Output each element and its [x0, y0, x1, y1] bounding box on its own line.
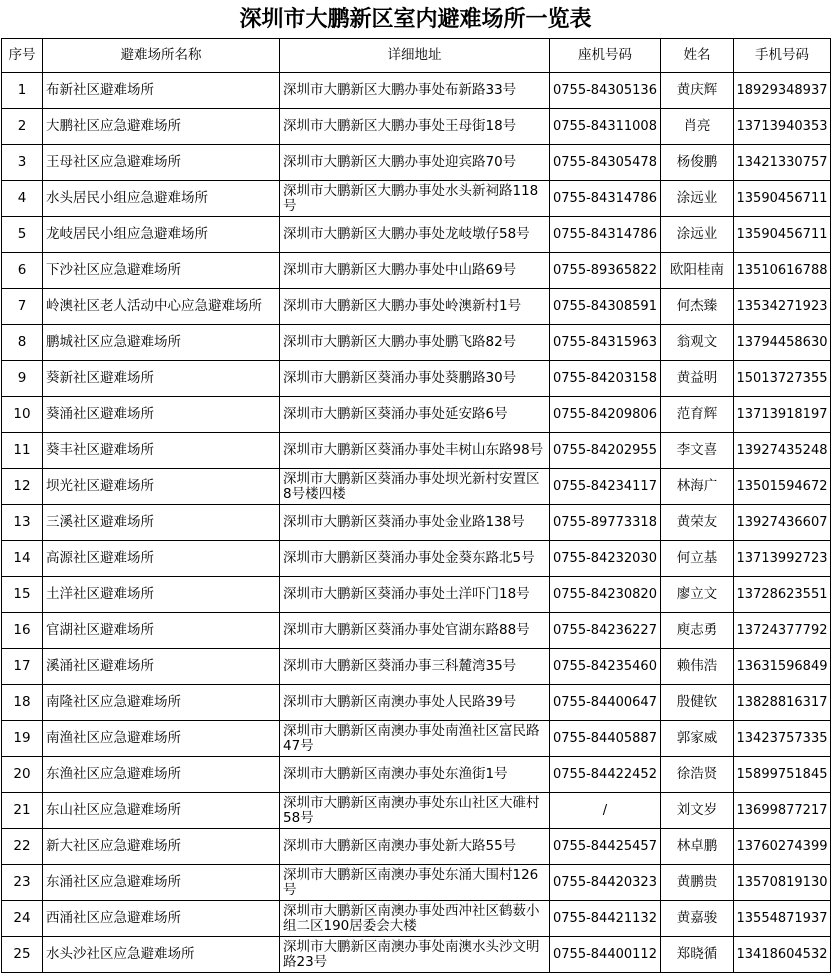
- cell-no: 15: [2, 577, 43, 613]
- cell-landline: 0755-84209806: [550, 397, 661, 433]
- cell-landline: 0755-84236227: [550, 613, 661, 649]
- cell-landline: 0755-84405887: [550, 721, 661, 757]
- cell-no: 14: [2, 541, 43, 577]
- cell-landline: 0755-84422452: [550, 757, 661, 793]
- cell-mobile: 13927435248: [734, 433, 831, 469]
- cell-address: 深圳市大鹏新区大鹏办事处中山路69号: [280, 253, 550, 289]
- cell-mobile: 13534271923: [734, 289, 831, 325]
- cell-person: 何杰臻: [661, 289, 734, 325]
- cell-mobile: 13760274399: [734, 829, 831, 865]
- cell-landline: 0755-84230820: [550, 577, 661, 613]
- cell-no: 5: [2, 217, 43, 253]
- cell-mobile: 13713992723: [734, 541, 831, 577]
- cell-person: 林卓鹏: [661, 829, 734, 865]
- cell-no: 20: [2, 757, 43, 793]
- cell-address: 深圳市大鹏新区大鹏办事处迎宾路70号: [280, 145, 550, 181]
- cell-no: 23: [2, 865, 43, 901]
- cell-name: 布新社区避难场所: [43, 73, 280, 109]
- cell-address: 深圳市大鹏新区大鹏办事处鹏飞路82号: [280, 325, 550, 361]
- cell-name: 王母社区应急避难场所: [43, 145, 280, 181]
- page-title: 深圳市大鹏新区室内避难场所一览表: [239, 6, 592, 32]
- cell-address: 深圳市大鹏新区大鹏办事处布新路33号: [280, 73, 550, 109]
- cell-landline: 0755-89365822: [550, 253, 661, 289]
- cell-mobile: 13421330757: [734, 145, 831, 181]
- cell-no: 12: [2, 469, 43, 505]
- cell-name: 岭澳社区老人活动中心应急避难场所: [43, 289, 280, 325]
- table-row: [2, 217, 831, 253]
- cell-no: 11: [2, 433, 43, 469]
- cell-address: 深圳市大鹏新区葵涌办事处延安路6号: [280, 397, 550, 433]
- cell-landline: 0755-84311008: [550, 109, 661, 145]
- cell-no: 16: [2, 613, 43, 649]
- cell-no: 25: [2, 937, 43, 973]
- table-row: [2, 361, 831, 397]
- cell-person: 何立基: [661, 541, 734, 577]
- cell-name: 南渔社区应急避难场所: [43, 721, 280, 757]
- cell-no: 8: [2, 325, 43, 361]
- cell-mobile: 13927436607: [734, 505, 831, 541]
- cell-mobile: 13828816317: [734, 685, 831, 721]
- cell-mobile: 13794458630: [734, 325, 831, 361]
- cell-person: 黄嘉骏: [661, 901, 734, 937]
- table-row: [2, 865, 831, 901]
- cell-name: 下沙社区应急避难场所: [43, 253, 280, 289]
- cell-person: 郑晓循: [661, 937, 734, 973]
- cell-person: 翁观文: [661, 325, 734, 361]
- header-no: 序号: [2, 39, 43, 73]
- cell-address: 深圳市大鹏新区南澳办事处东渔街1号: [280, 757, 550, 793]
- table-body: [2, 73, 831, 973]
- table-row: [2, 181, 831, 217]
- table-row: [2, 253, 831, 289]
- cell-address: 深圳市大鹏新区大鹏办事处水头新祠路118号: [280, 181, 550, 217]
- cell-landline: 0755-84400112: [550, 937, 661, 973]
- cell-person: 黄益明: [661, 361, 734, 397]
- table-row: [2, 721, 831, 757]
- cell-mobile: 13728623551: [734, 577, 831, 613]
- cell-mobile: 13631596849: [734, 649, 831, 685]
- cell-person: 庾志勇: [661, 613, 734, 649]
- cell-address: 深圳市大鹏新区葵涌办事处金业路138号: [280, 505, 550, 541]
- cell-no: 2: [2, 109, 43, 145]
- cell-landline: 0755-84202955: [550, 433, 661, 469]
- cell-mobile: 13501594672: [734, 469, 831, 505]
- cell-name: 溪涌社区避难场所: [43, 649, 280, 685]
- cell-mobile: 15899751845: [734, 757, 831, 793]
- cell-name: 新大社区应急避难场所: [43, 829, 280, 865]
- cell-address: 深圳市大鹏新区葵涌办事处官湖东路88号: [280, 613, 550, 649]
- cell-address: 深圳市大鹏新区南澳办事处南渔社区富民路47号: [280, 721, 550, 757]
- cell-no: 7: [2, 289, 43, 325]
- cell-no: 6: [2, 253, 43, 289]
- cell-landline: 0755-84420323: [550, 865, 661, 901]
- cell-address: 深圳市大鹏新区葵涌办事三科麓湾35号: [280, 649, 550, 685]
- cell-landline: 0755-84235460: [550, 649, 661, 685]
- cell-landline: 0755-84400647: [550, 685, 661, 721]
- cell-person: 欧阳桂南: [661, 253, 734, 289]
- cell-landline: 0755-84234117: [550, 469, 661, 505]
- table-row: [2, 685, 831, 721]
- cell-person: 杨俊鹏: [661, 145, 734, 181]
- cell-name: 高源社区避难场所: [43, 541, 280, 577]
- cell-landline: 0755-84305478: [550, 145, 661, 181]
- header-name: 避难场所名称: [43, 39, 280, 73]
- table-row: [2, 793, 831, 829]
- cell-address: 深圳市大鹏新区葵涌办事处坝光新村安置区8号楼四楼: [280, 469, 550, 505]
- table-row: [2, 325, 831, 361]
- cell-person: 廖立文: [661, 577, 734, 613]
- cell-mobile: 13713918197: [734, 397, 831, 433]
- table-row: [2, 73, 831, 109]
- cell-address: 深圳市大鹏新区南澳办事处东涌大围村126号: [280, 865, 550, 901]
- cell-landline: 0755-84203158: [550, 361, 661, 397]
- header-person: 姓名: [661, 39, 734, 73]
- cell-person: 黄庆辉: [661, 73, 734, 109]
- cell-landline: 0755-84425457: [550, 829, 661, 865]
- cell-person: 涂远业: [661, 217, 734, 253]
- cell-person: 殷健钦: [661, 685, 734, 721]
- cell-person: 黄荣友: [661, 505, 734, 541]
- cell-mobile: 13590456711: [734, 217, 831, 253]
- cell-address: 深圳市大鹏新区葵涌办事处金葵东路北5号: [280, 541, 550, 577]
- cell-person: 徐浩贤: [661, 757, 734, 793]
- cell-name: 水头沙社区应急避难场所: [43, 937, 280, 973]
- table-row: [2, 109, 831, 145]
- cell-person: 李文喜: [661, 433, 734, 469]
- cell-mobile: 13699877217: [734, 793, 831, 829]
- cell-no: 4: [2, 181, 43, 217]
- cell-no: 13: [2, 505, 43, 541]
- header-address: 详细地址: [280, 39, 550, 73]
- cell-landline: 0755-84314786: [550, 181, 661, 217]
- cell-address: 深圳市大鹏新区大鹏办事处王母街18号: [280, 109, 550, 145]
- cell-no: 19: [2, 721, 43, 757]
- cell-address: 深圳市大鹏新区南澳办事处西冲社区鹤薮小组二区190居委会大楼: [280, 901, 550, 937]
- cell-name: 东山社区应急避难场所: [43, 793, 280, 829]
- table-row: [2, 757, 831, 793]
- cell-no: 17: [2, 649, 43, 685]
- cell-no: 3: [2, 145, 43, 181]
- cell-no: 22: [2, 829, 43, 865]
- table-row: [2, 505, 831, 541]
- cell-name: 葵丰社区避难场所: [43, 433, 280, 469]
- cell-person: 郭家威: [661, 721, 734, 757]
- cell-mobile: 13510616788: [734, 253, 831, 289]
- cell-name: 鹏城社区应急避难场所: [43, 325, 280, 361]
- table-row: [2, 901, 831, 937]
- cell-person: 黄鹏贵: [661, 865, 734, 901]
- cell-mobile: 13590456711: [734, 181, 831, 217]
- cell-name: 东渔社区应急避难场所: [43, 757, 280, 793]
- cell-no: 18: [2, 685, 43, 721]
- cell-name: 葵新社区避难场所: [43, 361, 280, 397]
- table-row: [2, 613, 831, 649]
- table-header-row: [2, 39, 831, 73]
- cell-name: 葵涌社区避难场所: [43, 397, 280, 433]
- header-mobile: 手机号码: [734, 39, 831, 73]
- cell-landline: 0755-84315963: [550, 325, 661, 361]
- table-row: [2, 649, 831, 685]
- cell-mobile: 13570819130: [734, 865, 831, 901]
- cell-mobile: 13418604532: [734, 937, 831, 973]
- cell-landline: 0755-84232030: [550, 541, 661, 577]
- cell-name: 坝光社区避难场所: [43, 469, 280, 505]
- header-landline: 座机号码: [550, 39, 661, 73]
- table-row: [2, 397, 831, 433]
- cell-address: 深圳市大鹏新区南澳办事处人民路39号: [280, 685, 550, 721]
- cell-landline: 0755-84305136: [550, 73, 661, 109]
- cell-mobile: 13423757335: [734, 721, 831, 757]
- cell-mobile: 15013727355: [734, 361, 831, 397]
- cell-name: 三溪社区避难场所: [43, 505, 280, 541]
- cell-name: 官湖社区避难场所: [43, 613, 280, 649]
- table-row: [2, 289, 831, 325]
- table-row: [2, 145, 831, 181]
- cell-landline: 0755-84314786: [550, 217, 661, 253]
- cell-mobile: 13554871937: [734, 901, 831, 937]
- cell-no: 24: [2, 901, 43, 937]
- cell-person: 肖亮: [661, 109, 734, 145]
- cell-name: 东涌社区应急避难场所: [43, 865, 280, 901]
- cell-landline: 0755-84421132: [550, 901, 661, 937]
- cell-name: 西涌社区应急避难场所: [43, 901, 280, 937]
- cell-name: 水头居民小组应急避难场所: [43, 181, 280, 217]
- table-row: [2, 829, 831, 865]
- cell-landline: 0755-84308591: [550, 289, 661, 325]
- shelter-table: [1, 38, 831, 973]
- cell-landline: /: [550, 793, 661, 829]
- cell-address: 深圳市大鹏新区葵涌办事处葵鹏路30号: [280, 361, 550, 397]
- cell-name: 大鹏社区应急避难场所: [43, 109, 280, 145]
- cell-landline: 0755-89773318: [550, 505, 661, 541]
- cell-address: 深圳市大鹏新区大鹏办事处岭澳新村1号: [280, 289, 550, 325]
- cell-no: 9: [2, 361, 43, 397]
- cell-name: 龙岐居民小组应急避难场所: [43, 217, 280, 253]
- cell-person: 范育辉: [661, 397, 734, 433]
- cell-address: 深圳市大鹏新区南澳办事处南澳水头沙文明路23号: [280, 937, 550, 973]
- cell-no: 10: [2, 397, 43, 433]
- table-row: [2, 541, 831, 577]
- cell-address: 深圳市大鹏新区葵涌办事处土洋吓门18号: [280, 577, 550, 613]
- cell-no: 21: [2, 793, 43, 829]
- cell-name: 土洋社区避难场所: [43, 577, 280, 613]
- cell-person: 赖伟浩: [661, 649, 734, 685]
- cell-person: 刘文岁: [661, 793, 734, 829]
- cell-address: 深圳市大鹏新区大鹏办事处龙岐墩仔58号: [280, 217, 550, 253]
- table-row: [2, 469, 831, 505]
- cell-person: 林海广: [661, 469, 734, 505]
- cell-mobile: 13724377792: [734, 613, 831, 649]
- cell-person: 涂远业: [661, 181, 734, 217]
- cell-mobile: 18929348937: [734, 73, 831, 109]
- cell-mobile: 13713940353: [734, 109, 831, 145]
- cell-address: 深圳市大鹏新区南澳办事处东山社区大碓村58号: [280, 793, 550, 829]
- cell-no: 1: [2, 73, 43, 109]
- table-row: [2, 433, 831, 469]
- cell-address: 深圳市大鹏新区葵涌办事处丰树山东路98号: [280, 433, 550, 469]
- table-row: [2, 577, 831, 613]
- cell-address: 深圳市大鹏新区南澳办事处新大路55号: [280, 829, 550, 865]
- table-row: [2, 937, 831, 973]
- cell-name: 南隆社区应急避难场所: [43, 685, 280, 721]
